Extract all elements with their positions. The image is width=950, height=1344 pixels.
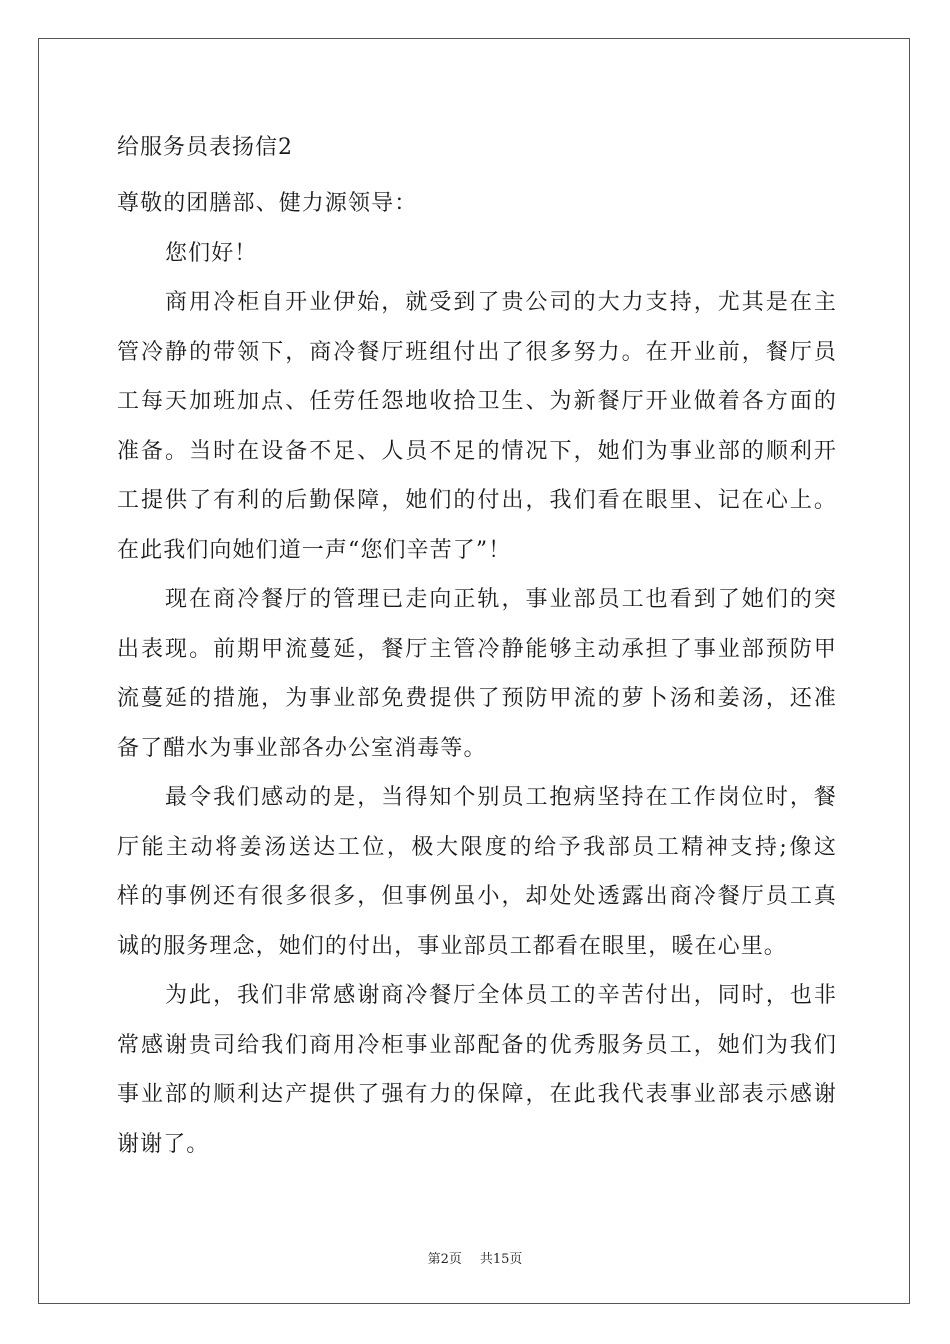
paragraph-line: 为此，我们非常感谢商冷餐厅全体员工的辛苦付出，同时，也非 bbox=[165, 983, 837, 1008]
paragraph-line: 流蔓延的措施，为事业部免费提供了预防甲流的萝卜汤和姜汤，还准 bbox=[117, 686, 837, 711]
paragraph-line: 管冷静的带领下，商冷餐厅班组付出了很多努力。在开业前，餐厅员 bbox=[117, 339, 837, 365]
paragraph-4 bbox=[117, 971, 837, 1169]
paragraph-line: 样的事例还有很多很多，但事例虽小，却处处透露出商冷餐厅员工真 bbox=[117, 884, 837, 909]
paragraph-line: 工提供了有利的后勤保障，她们的付出，我们看在眼里、记在心上。 bbox=[117, 488, 837, 513]
salutation: 尊敬的团膳部、健力源领导： bbox=[117, 191, 418, 216]
paragraph-line: 最令我们感动的是，当得知个别员工抱病坚持在工作岗位时，餐 bbox=[165, 785, 837, 810]
paragraph-3 bbox=[117, 773, 837, 971]
paragraph-1 bbox=[117, 278, 837, 575]
page-footer bbox=[0, 1248, 950, 1267]
paragraph-line: 事业部的顺利达产提供了强有力的保障，在此我代表事业部表示感谢 bbox=[117, 1082, 837, 1107]
paragraph-line: 厅能主动将姜汤送达工位，极大限度的给予我部员工精神支持;像这 bbox=[117, 834, 837, 860]
page-number: 第2页 bbox=[427, 1252, 462, 1267]
paragraph-line: 在此我们向她们道一声“您们辛苦了”！ bbox=[117, 537, 512, 563]
paragraph-line: 准备。当时在设备不足、人员不足的情况下，她们为事业部的顺利开 bbox=[117, 438, 837, 464]
page-total: 共15页 bbox=[479, 1252, 523, 1267]
paragraph-line: 工每天加班加点、任劳任怨地收拾卫生、为新餐厅开业做着各方面的 bbox=[117, 389, 837, 414]
paragraph-line: 商用冷柜自开业伊始，就受到了贵公司的大力支持，尤其是在主 bbox=[165, 290, 837, 315]
paragraph-line: 诚的服务理念，她们的付出，事业部员工都看在眼里，暖在心里。 bbox=[117, 933, 787, 959]
paragraph-line: 备了醋水为事业部各办公室消毒等。 bbox=[117, 735, 487, 761]
letter-body bbox=[117, 128, 837, 1169]
greeting: 您们好！ bbox=[165, 240, 258, 266]
paragraph-line: 常感谢贵司给我们商用冷柜事业部配备的优秀服务员工，她们为我们 bbox=[117, 1032, 837, 1058]
paragraph-line: 谢谢了。 bbox=[117, 1131, 210, 1157]
paragraph-2 bbox=[117, 575, 837, 773]
paragraph-line: 现在商冷餐厅的管理已走向正轨，事业部员工也看到了她们的突 bbox=[165, 587, 837, 612]
paragraph-line: 出表现。前期甲流蔓延，餐厅主管冷静能够主动承担了事业部预防甲 bbox=[117, 636, 837, 662]
document-title: 给服务员表扬信2 bbox=[117, 135, 293, 160]
